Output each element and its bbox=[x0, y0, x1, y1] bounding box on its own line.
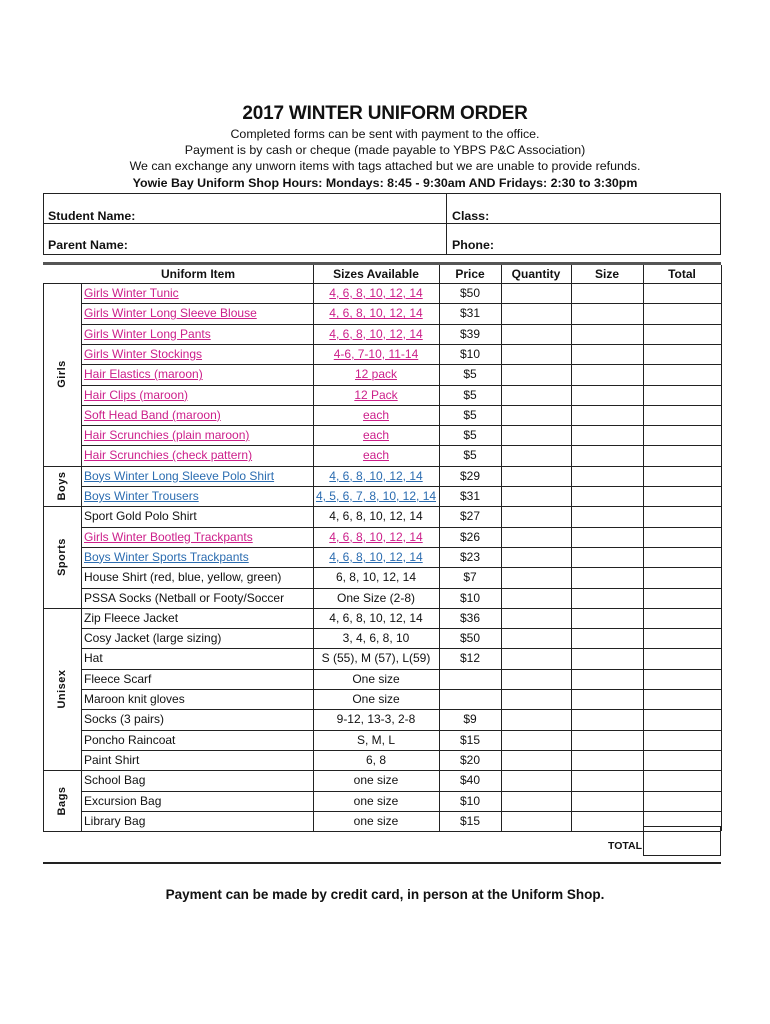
item-name: Hair Clips (maroon) bbox=[84, 387, 189, 402]
total-cell[interactable] bbox=[643, 425, 721, 445]
item-name: Girls Winter Bootleg Trackpants bbox=[84, 529, 253, 544]
quantity-cell[interactable] bbox=[501, 608, 571, 628]
item-price: $15 bbox=[459, 732, 481, 747]
student-info-box bbox=[43, 193, 721, 255]
row-divider bbox=[81, 486, 721, 487]
intro-line-shop-hours: Yowie Bay Uniform Shop Hours: Mondays: 8:45 - 9:30am AND Fridays: 2:30 to 3:30pm bbox=[132, 176, 638, 190]
item-price: $7 bbox=[463, 570, 477, 585]
table-row bbox=[43, 567, 721, 587]
group-divider bbox=[43, 506, 81, 507]
item-name: Socks (3 pairs) bbox=[84, 712, 165, 727]
item-name: Girls Winter Stockings bbox=[84, 346, 203, 361]
quantity-cell[interactable] bbox=[501, 385, 571, 405]
class-field[interactable] bbox=[494, 197, 714, 221]
total-cell[interactable] bbox=[643, 567, 721, 587]
row-divider bbox=[81, 669, 721, 670]
item-name: Sport Gold Polo Shirt bbox=[84, 509, 197, 524]
bottom-divider bbox=[43, 862, 721, 864]
quantity-cell[interactable] bbox=[501, 588, 571, 608]
quantity-cell[interactable] bbox=[501, 506, 571, 526]
item-price: $31 bbox=[459, 489, 481, 503]
item-sizes: S (55), M (57), L(59) bbox=[321, 651, 431, 666]
row-divider bbox=[81, 527, 721, 528]
item-name: Paint Shirt bbox=[84, 752, 140, 767]
quantity-cell[interactable] bbox=[501, 466, 571, 486]
item-sizes: 4, 6, 8, 10, 12, 14 bbox=[329, 326, 423, 341]
size-cell[interactable] bbox=[571, 730, 643, 750]
size-cell[interactable] bbox=[571, 486, 643, 506]
group-label-unisex bbox=[43, 608, 81, 770]
quantity-cell[interactable] bbox=[501, 750, 571, 770]
item-name: Excursion Bag bbox=[84, 793, 162, 808]
size-cell[interactable] bbox=[571, 405, 643, 425]
size-cell[interactable] bbox=[571, 547, 643, 567]
total-cell[interactable] bbox=[643, 628, 721, 648]
item-sizes: each bbox=[362, 407, 390, 422]
total-cell[interactable] bbox=[643, 547, 721, 567]
item-price: $20 bbox=[459, 752, 481, 767]
quantity-cell[interactable] bbox=[501, 547, 571, 567]
column-divider bbox=[501, 265, 502, 831]
size-cell[interactable] bbox=[571, 811, 643, 831]
intro-line-submission: Completed forms can be sent with payment to the office. bbox=[230, 127, 540, 141]
quantity-cell[interactable] bbox=[501, 709, 571, 729]
item-name: Hat bbox=[84, 651, 103, 666]
item-name: Library Bag bbox=[84, 813, 146, 828]
quantity-cell[interactable] bbox=[501, 689, 571, 709]
item-name: Maroon knit gloves bbox=[84, 692, 185, 706]
item-price: $10 bbox=[459, 346, 481, 361]
table-row bbox=[43, 770, 721, 790]
info-divider-vertical bbox=[446, 194, 447, 254]
total-cell[interactable] bbox=[643, 344, 721, 364]
header-quantity: Quantity bbox=[511, 267, 561, 281]
group-label-text: Sports bbox=[56, 538, 68, 576]
total-label: TOTAL bbox=[607, 840, 642, 852]
table-row bbox=[43, 628, 721, 648]
table-row bbox=[43, 466, 721, 486]
total-cell[interactable] bbox=[643, 648, 721, 668]
table-row bbox=[43, 364, 721, 384]
size-cell[interactable] bbox=[571, 527, 643, 547]
group-divider bbox=[43, 608, 81, 609]
item-name: Soft Head Band (maroon) bbox=[84, 407, 221, 422]
header-sizes-available: Sizes Available bbox=[333, 267, 419, 281]
table-row bbox=[43, 588, 721, 608]
item-price: $5 bbox=[463, 448, 477, 463]
quantity-cell[interactable] bbox=[501, 648, 571, 668]
item-name: Poncho Raincoat bbox=[84, 732, 176, 747]
item-sizes: 12 Pack bbox=[354, 387, 398, 402]
parent-name-label: Parent Name: bbox=[48, 238, 128, 252]
row-divider bbox=[81, 405, 721, 406]
quantity-cell[interactable] bbox=[501, 669, 571, 689]
header-size: Size bbox=[594, 267, 619, 281]
table-row bbox=[43, 445, 721, 465]
item-name: Girls Winter Long Sleeve Blouse bbox=[84, 306, 257, 321]
grand-total-field[interactable] bbox=[643, 826, 721, 856]
size-cell[interactable] bbox=[571, 608, 643, 628]
quantity-cell[interactable] bbox=[501, 567, 571, 587]
row-divider bbox=[81, 750, 721, 751]
row-divider bbox=[81, 385, 721, 386]
table-row bbox=[43, 689, 721, 709]
table-row bbox=[43, 811, 721, 831]
row-divider bbox=[81, 303, 721, 304]
row-divider bbox=[81, 628, 721, 629]
item-price: $31 bbox=[459, 306, 481, 321]
row-divider bbox=[81, 648, 721, 649]
total-cell[interactable] bbox=[643, 588, 721, 608]
quantity-cell[interactable] bbox=[501, 344, 571, 364]
table-row bbox=[43, 648, 721, 668]
row-divider bbox=[81, 608, 721, 609]
item-sizes: 6, 8, 10, 12, 14 bbox=[335, 570, 417, 585]
item-sizes: S, M, L bbox=[356, 732, 395, 747]
row-divider bbox=[81, 709, 721, 710]
item-name: PSSA Socks (Netball or Footy/Soccer bbox=[84, 590, 285, 605]
item-sizes: 4-6, 7-10, 11-14 bbox=[333, 346, 419, 361]
row-divider bbox=[81, 445, 721, 446]
total-cell[interactable] bbox=[643, 324, 721, 344]
item-sizes: one size bbox=[353, 773, 399, 788]
quantity-cell[interactable] bbox=[501, 628, 571, 648]
row-divider bbox=[81, 344, 721, 345]
total-cell[interactable] bbox=[643, 385, 721, 405]
footer-payment-note: Payment can be made by credit card, in person at the Uniform Shop. bbox=[165, 887, 605, 902]
item-price: $5 bbox=[463, 428, 477, 443]
total-cell[interactable] bbox=[643, 608, 721, 628]
size-cell[interactable] bbox=[571, 283, 643, 303]
item-sizes: 6, 8 bbox=[365, 752, 386, 767]
item-price: $29 bbox=[459, 468, 481, 483]
row-divider bbox=[81, 567, 721, 568]
item-sizes: each bbox=[362, 448, 390, 463]
total-cell[interactable] bbox=[643, 405, 721, 425]
item-name: School Bag bbox=[84, 773, 146, 788]
group-label-text: Boys bbox=[56, 471, 68, 501]
item-sizes: one size bbox=[353, 813, 399, 828]
row-divider bbox=[81, 364, 721, 365]
row-divider bbox=[81, 506, 721, 507]
table-row bbox=[43, 303, 721, 323]
quantity-cell[interactable] bbox=[501, 303, 571, 323]
item-name: Cosy Jacket (large sizing) bbox=[84, 631, 222, 646]
size-cell[interactable] bbox=[571, 567, 643, 587]
table-row bbox=[43, 709, 721, 729]
size-cell[interactable] bbox=[571, 445, 643, 465]
table-row bbox=[43, 486, 721, 506]
row-divider bbox=[81, 831, 721, 832]
total-cell[interactable] bbox=[643, 303, 721, 323]
student-name-label: Student Name: bbox=[48, 209, 136, 223]
table-row bbox=[43, 669, 721, 689]
item-price: $5 bbox=[463, 407, 477, 422]
item-name: Fleece Scarf bbox=[84, 671, 152, 686]
size-cell[interactable] bbox=[571, 466, 643, 486]
total-cell[interactable] bbox=[643, 750, 721, 770]
form-title: 2017 WINTER UNIFORM ORDER bbox=[242, 103, 528, 124]
item-sizes: One Size (2-8) bbox=[336, 590, 416, 605]
item-sizes: 12 pack bbox=[354, 367, 398, 382]
size-cell[interactable] bbox=[571, 385, 643, 405]
item-price: $10 bbox=[459, 793, 481, 808]
total-cell[interactable] bbox=[643, 770, 721, 790]
row-divider bbox=[81, 811, 721, 812]
item-price: $23 bbox=[459, 549, 481, 564]
item-price: $12 bbox=[459, 651, 481, 666]
table-row bbox=[43, 608, 721, 628]
group-divider bbox=[43, 831, 81, 832]
row-divider bbox=[81, 770, 721, 771]
table-row bbox=[43, 750, 721, 770]
item-sizes: 4, 6, 8, 10, 12, 14 bbox=[329, 468, 423, 483]
item-name: Girls Winter Tunic bbox=[84, 286, 179, 300]
phone-field[interactable] bbox=[500, 227, 716, 253]
size-cell[interactable] bbox=[571, 709, 643, 729]
item-price: $36 bbox=[459, 610, 481, 625]
column-divider bbox=[721, 265, 722, 831]
item-price bbox=[439, 669, 501, 689]
size-cell[interactable] bbox=[571, 770, 643, 790]
column-divider bbox=[313, 265, 314, 831]
item-sizes: 4, 5, 6, 7, 8, 10, 12, 14 bbox=[315, 489, 437, 503]
table-row bbox=[43, 425, 721, 445]
total-cell[interactable] bbox=[643, 445, 721, 465]
item-sizes: one size bbox=[353, 793, 399, 808]
row-divider bbox=[81, 324, 721, 325]
parent-name-field[interactable] bbox=[142, 227, 442, 253]
row-divider bbox=[81, 730, 721, 731]
total-cell[interactable] bbox=[643, 689, 721, 709]
total-cell[interactable] bbox=[643, 466, 721, 486]
table-row bbox=[43, 385, 721, 405]
item-price: $5 bbox=[463, 387, 477, 402]
size-cell[interactable] bbox=[571, 588, 643, 608]
item-name: Hair Scrunchies (plain maroon) bbox=[84, 428, 250, 443]
size-cell[interactable] bbox=[571, 689, 643, 709]
size-cell[interactable] bbox=[571, 628, 643, 648]
column-divider bbox=[571, 265, 572, 831]
group-label-bags bbox=[43, 770, 81, 831]
intro-line-exchange: We can exchange any unworn items with tags attached but we are unable to provide refunds. bbox=[129, 159, 641, 173]
table-row bbox=[43, 405, 721, 425]
size-cell[interactable] bbox=[571, 506, 643, 526]
group-label-sports bbox=[43, 506, 81, 608]
row-divider bbox=[81, 588, 721, 589]
quantity-cell[interactable] bbox=[501, 324, 571, 344]
total-cell[interactable] bbox=[643, 283, 721, 303]
quantity-cell[interactable] bbox=[501, 283, 571, 303]
item-price: $40 bbox=[459, 773, 481, 788]
group-label-boys bbox=[43, 466, 81, 507]
item-sizes: 9-12, 13-3, 2-8 bbox=[336, 712, 416, 727]
total-cell[interactable] bbox=[643, 791, 721, 811]
phone-label: Phone: bbox=[452, 238, 494, 252]
total-cell[interactable] bbox=[643, 730, 721, 750]
student-name-field[interactable] bbox=[142, 197, 442, 221]
item-price bbox=[439, 689, 501, 709]
group-label-text: Unisex bbox=[56, 669, 68, 709]
item-name: Boys Winter Sports Trackpants bbox=[84, 549, 249, 564]
item-price: $5 bbox=[463, 367, 477, 382]
total-cell[interactable] bbox=[643, 486, 721, 506]
item-name: Girls Winter Long Pants bbox=[84, 326, 211, 341]
item-sizes: 4, 6, 8, 10, 12, 14 bbox=[329, 306, 423, 321]
item-price: $10 bbox=[459, 590, 481, 605]
row-divider bbox=[81, 547, 721, 548]
item-sizes: 4, 6, 8, 10, 12, 14 bbox=[329, 549, 423, 564]
column-divider bbox=[643, 265, 644, 831]
group-divider bbox=[43, 770, 81, 771]
size-cell[interactable] bbox=[571, 669, 643, 689]
item-name: House Shirt (red, blue, yellow, green) bbox=[84, 570, 282, 585]
item-name: Boys Winter Trousers bbox=[84, 489, 199, 503]
size-cell[interactable] bbox=[571, 648, 643, 668]
item-sizes: One size bbox=[352, 671, 400, 686]
size-cell[interactable] bbox=[571, 791, 643, 811]
row-divider bbox=[81, 283, 721, 284]
size-cell[interactable] bbox=[571, 344, 643, 364]
quantity-cell[interactable] bbox=[501, 486, 571, 506]
table-row bbox=[43, 791, 721, 811]
item-name: Zip Fleece Jacket bbox=[84, 610, 179, 625]
row-divider bbox=[81, 466, 721, 467]
total-cell[interactable] bbox=[643, 506, 721, 526]
total-cell[interactable] bbox=[643, 709, 721, 729]
group-label-text: Girls bbox=[56, 360, 68, 389]
quantity-cell[interactable] bbox=[501, 811, 571, 831]
item-price: $26 bbox=[459, 529, 481, 544]
item-price: $50 bbox=[459, 631, 481, 646]
item-price: $50 bbox=[459, 286, 481, 300]
item-sizes: 3, 4, 6, 8, 10 bbox=[342, 631, 410, 646]
group-label-text: Bags bbox=[56, 786, 68, 816]
row-divider bbox=[81, 791, 721, 792]
column-divider bbox=[43, 283, 44, 831]
size-cell[interactable] bbox=[571, 364, 643, 384]
item-price: $27 bbox=[459, 509, 481, 524]
group-label-girls bbox=[43, 283, 81, 466]
table-row bbox=[43, 730, 721, 750]
item-sizes: 4, 6, 8, 10, 12, 14 bbox=[329, 509, 423, 524]
table-row bbox=[43, 527, 721, 547]
quantity-cell[interactable] bbox=[501, 364, 571, 384]
quantity-cell[interactable] bbox=[501, 445, 571, 465]
total-cell[interactable] bbox=[643, 527, 721, 547]
header-uniform-item: Uniform Item bbox=[160, 267, 235, 281]
item-name: Hair Elastics (maroon) bbox=[84, 367, 203, 382]
header-total: Total bbox=[668, 267, 696, 281]
total-cell[interactable] bbox=[643, 364, 721, 384]
quantity-cell[interactable] bbox=[501, 405, 571, 425]
column-divider bbox=[439, 265, 440, 831]
table-row bbox=[43, 324, 721, 344]
item-sizes: One size bbox=[352, 692, 400, 706]
size-cell[interactable] bbox=[571, 324, 643, 344]
table-row bbox=[43, 344, 721, 364]
item-price: $9 bbox=[463, 712, 477, 727]
item-name: Hair Scrunchies (check pattern) bbox=[84, 448, 253, 463]
item-sizes: 4, 6, 8, 10, 12, 14 bbox=[329, 529, 423, 544]
column-divider bbox=[81, 283, 82, 831]
item-sizes: 4, 6, 8, 10, 12, 14 bbox=[329, 610, 423, 625]
info-divider-horizontal bbox=[44, 223, 720, 224]
quantity-cell[interactable] bbox=[501, 527, 571, 547]
class-label: Class: bbox=[452, 209, 490, 223]
table-row bbox=[43, 283, 721, 303]
quantity-cell[interactable] bbox=[501, 425, 571, 445]
table-row bbox=[43, 547, 721, 567]
quantity-cell[interactable] bbox=[501, 791, 571, 811]
size-cell[interactable] bbox=[571, 425, 643, 445]
total-cell[interactable] bbox=[643, 669, 721, 689]
group-divider bbox=[43, 466, 81, 467]
row-divider bbox=[81, 425, 721, 426]
item-sizes: each bbox=[362, 428, 390, 443]
item-price: $39 bbox=[459, 326, 481, 341]
table-row bbox=[43, 506, 721, 526]
intro-line-payment: Payment is by cash or cheque (made payable to YBPS P&C Association) bbox=[184, 143, 586, 157]
row-divider bbox=[81, 689, 721, 690]
size-cell[interactable] bbox=[571, 303, 643, 323]
item-price: $15 bbox=[459, 813, 481, 828]
header-price: Price bbox=[455, 267, 485, 281]
quantity-cell[interactable] bbox=[501, 770, 571, 790]
quantity-cell[interactable] bbox=[501, 730, 571, 750]
item-name: Boys Winter Long Sleeve Polo Shirt bbox=[84, 468, 275, 483]
size-cell[interactable] bbox=[571, 750, 643, 770]
group-divider bbox=[43, 283, 81, 284]
item-sizes: 4, 6, 8, 10, 12, 14 bbox=[329, 286, 423, 300]
